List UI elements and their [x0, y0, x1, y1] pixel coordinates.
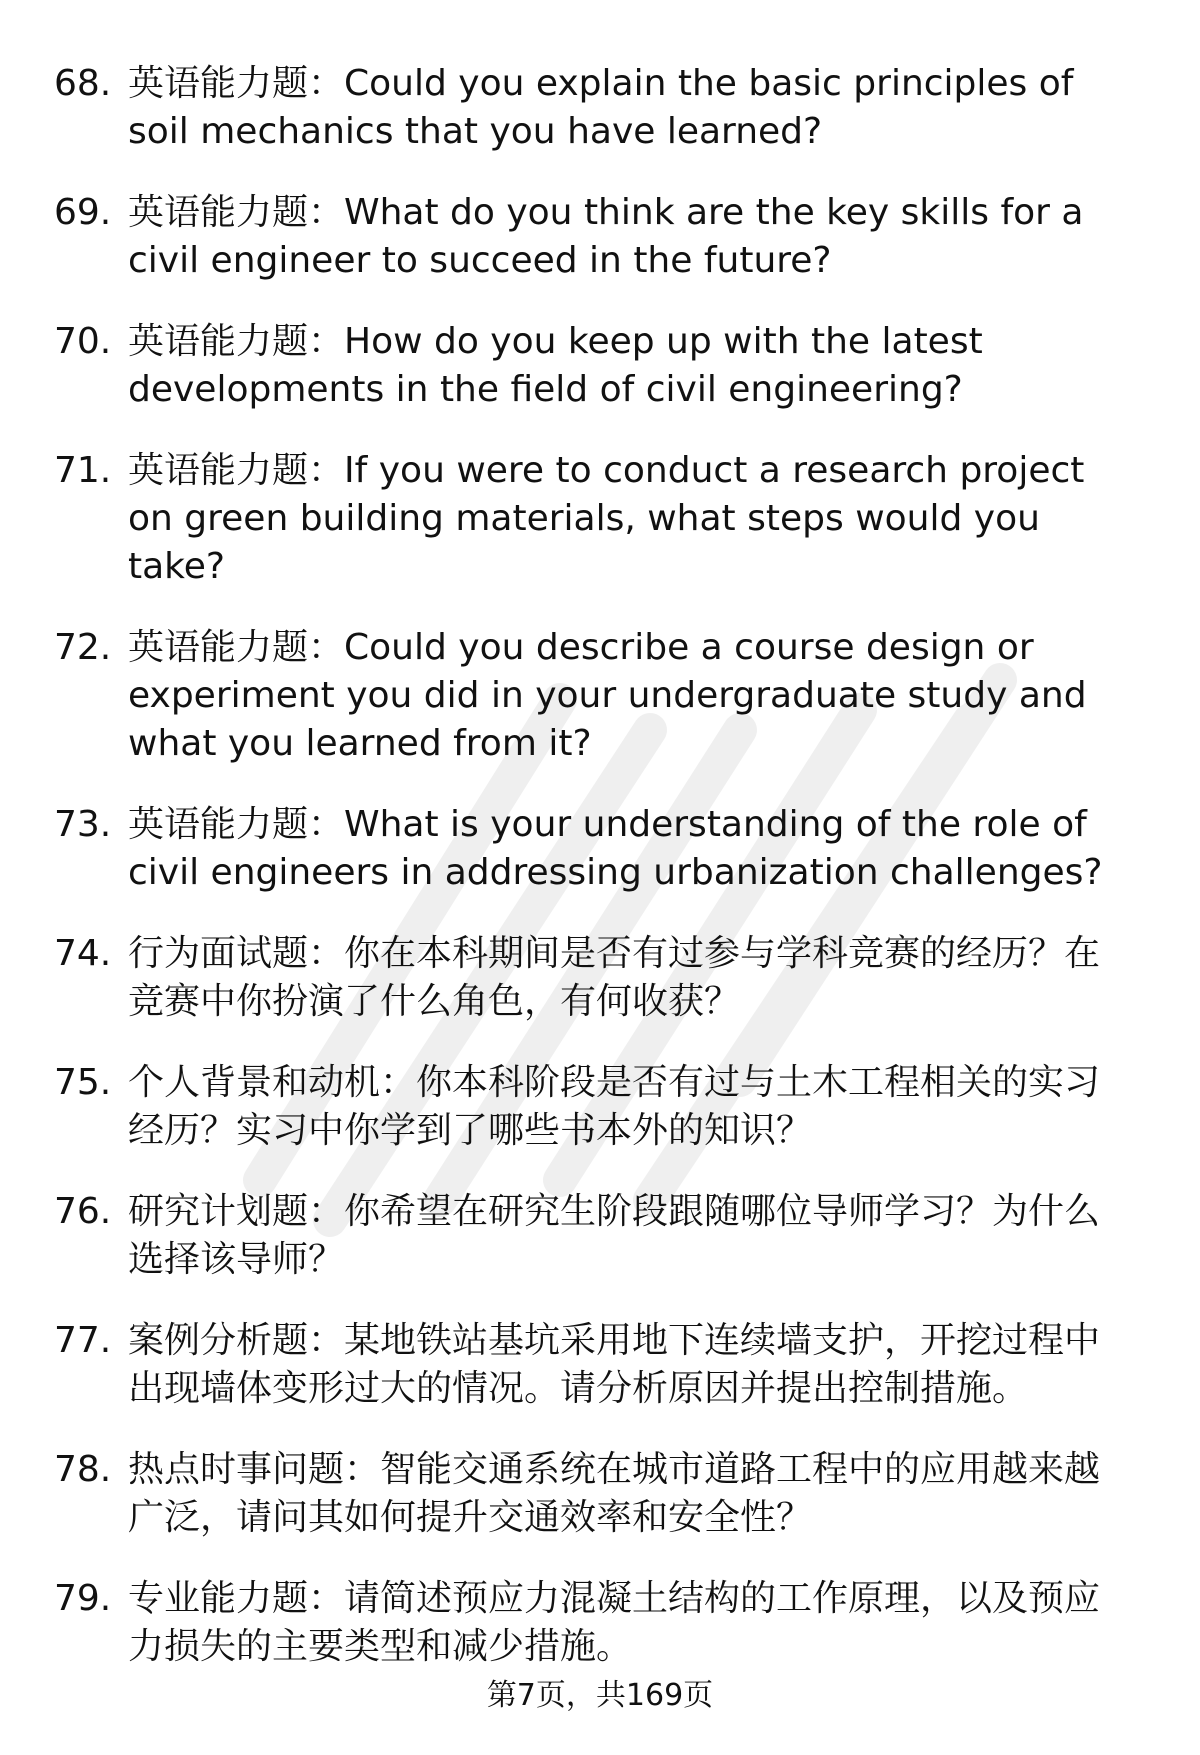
question-text: 专业能力题：请简述预应力混凝土结构的工作原理，以及预应力损失的主要类型和减少措施。: [128, 1578, 1101, 1667]
question-text: 英语能力题：Could you explain the basic principles of soil mechanics that you have learned?: [128, 63, 1074, 152]
question-number: 73.: [54, 804, 112, 845]
page-footer: 第7页，共169页: [486, 1678, 714, 1713]
question-item: [0, 1059, 1200, 1155]
question-number: 79.: [54, 1578, 112, 1619]
question-text: 英语能力题：If you were to conduct a research project on green building materials, what steps would you take?: [128, 450, 1085, 587]
question-item: [0, 447, 1200, 591]
question-item: [0, 930, 1200, 1026]
question-number: 71.: [54, 450, 112, 491]
question-number: 77.: [54, 1320, 112, 1361]
question-text: 研究计划题：你希望在研究生阶段跟随哪位导师学习？为什么选择该导师？: [128, 1191, 1101, 1280]
question-item: [0, 318, 1200, 414]
question-number: 68.: [54, 63, 112, 104]
question-text: 英语能力题：Could you describe a course design or experiment you did in your undergraduate study and what you learned from it?: [128, 627, 1087, 764]
question-item: [0, 1317, 1200, 1413]
question-item: [0, 60, 1200, 156]
question-text: 个人背景和动机：你本科阶段是否有过与土木工程相关的实习经历？实习中你学到了哪些书本外的知识？: [128, 1062, 1101, 1151]
question-item: [0, 189, 1200, 285]
question-text: 热点时事问题：智能交通系统在城市道路工程中的应用越来越广泛，请问其如何提升交通效率和安全性？: [128, 1449, 1101, 1538]
question-text: 英语能力题：What do you think are the key skills for a civil engineer to succeed in the future?: [128, 192, 1084, 281]
question-item: [0, 624, 1200, 768]
question-number: 76.: [54, 1191, 112, 1232]
question-item: [0, 1188, 1200, 1284]
question-number: 78.: [54, 1449, 112, 1490]
question-number: 70.: [54, 321, 112, 362]
question-number: 72.: [54, 627, 112, 668]
question-number: 74.: [54, 933, 112, 974]
question-text: 英语能力题：What is your understanding of the role of civil engineers in addressing urbanization challenges?: [128, 804, 1103, 893]
question-list: [0, 60, 1200, 1704]
question-text: 英语能力题：How do you keep up with the latest developments in the field of civil engineering?: [128, 321, 983, 410]
question-item: [0, 1575, 1200, 1671]
question-item: [0, 1446, 1200, 1542]
question-text: 案例分析题：某地铁站基坑采用地下连续墙支护，开挖过程中出现墙体变形过大的情况。请分析原因并提出控制措施。: [128, 1320, 1101, 1409]
question-item: [0, 801, 1200, 897]
question-number: 69.: [54, 192, 112, 233]
question-text: 行为面试题：你在本科期间是否有过参与学科竞赛的经历？在竞赛中你扮演了什么角色，有何收获？: [128, 933, 1101, 1022]
question-number: 75.: [54, 1062, 112, 1103]
